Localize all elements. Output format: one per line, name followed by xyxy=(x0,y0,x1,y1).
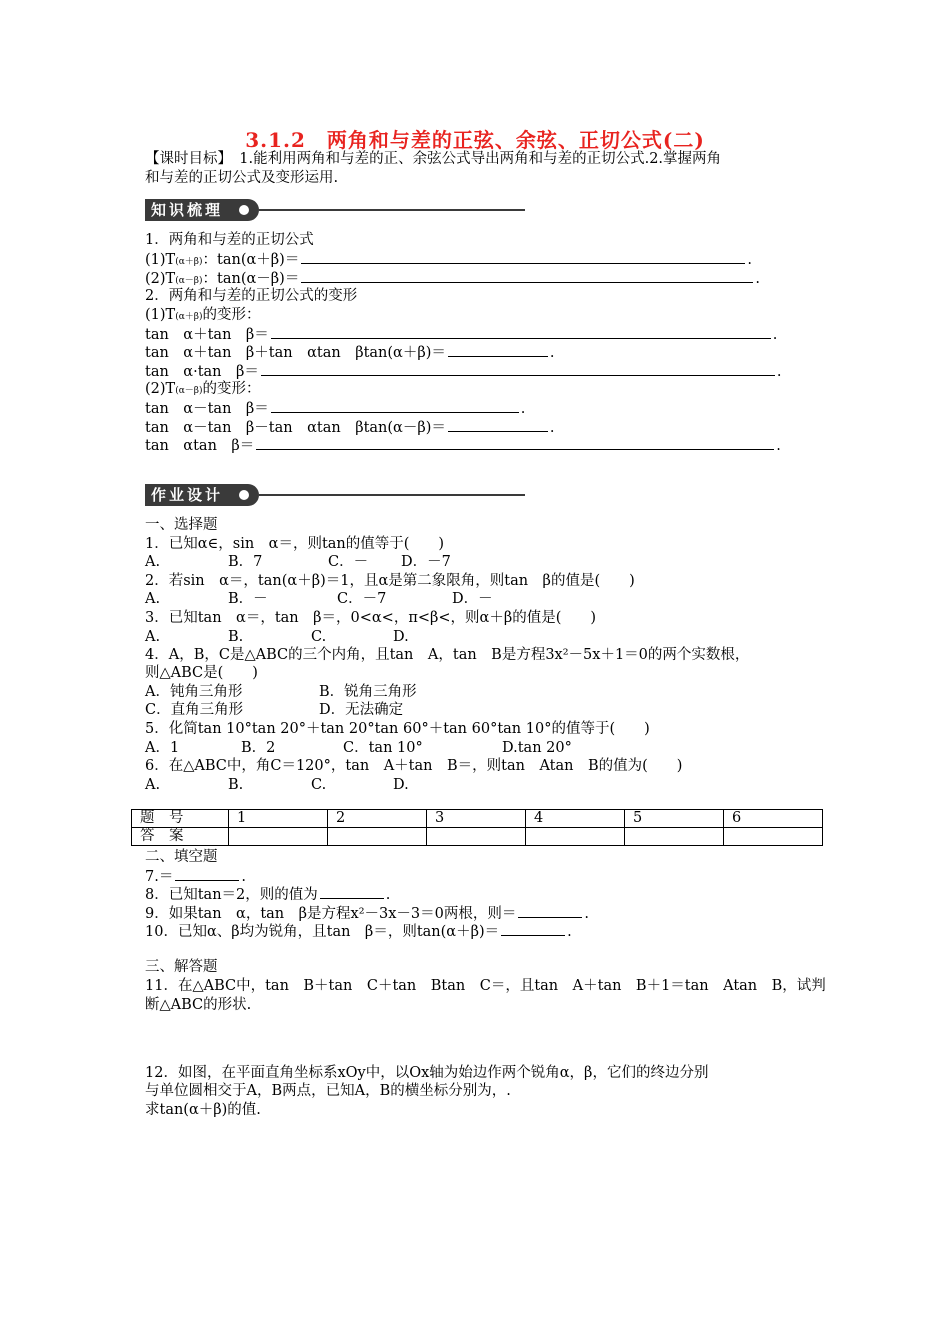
part-heading-solve: 三、解答题 xyxy=(145,959,218,975)
variant-formula-2: tan α＋tan β＋tan αtan βtan(α＋β)＝ . xyxy=(145,345,555,361)
question-2: 2．若sin α＝，tan(α＋β)＝1，且α是第二象限角，则tan β的值是( ) xyxy=(145,573,635,589)
variant-formula-4: tan α－tan β＝ . xyxy=(145,401,526,417)
answer-cell[interactable] xyxy=(427,828,526,846)
section-rule xyxy=(259,209,525,211)
question-3: 3．已知tan α＝，tan β＝，0<α<，π<β<，则α＋β的值是( ) xyxy=(145,610,597,626)
answer-blank[interactable] xyxy=(448,343,548,357)
table-cell: 2 xyxy=(328,810,427,828)
question-9: 9．如果tan α，tan β是方程x²－3x－3＝0两根，则＝ . xyxy=(145,906,589,922)
table-cell: 答 案 xyxy=(132,828,229,846)
question-4-cont: 则△ABC是( ) xyxy=(145,665,258,681)
lesson-goal-line-1: 【课时目标】 1.能利用两角和与差的正、余弦公式导出两角和与差的正切公式.2.掌握两角 xyxy=(145,151,722,167)
answer-blank[interactable] xyxy=(301,250,745,264)
part-heading-fill: 二、填空题 xyxy=(145,849,218,865)
formula-t-diff: (2)T(α－β)：tan(α－β)＝ . xyxy=(145,271,760,287)
page-title: 3.1.2 两角和与差的正弦、余弦、正切公式(二) xyxy=(245,128,705,152)
answer-table xyxy=(131,809,823,846)
table-row xyxy=(132,828,823,846)
answer-blank[interactable] xyxy=(271,325,771,339)
knowledge-heading-2: 2．两角和与差的正切公式的变形 xyxy=(145,288,358,304)
section-label: 知识梳理 xyxy=(145,199,259,221)
table-cell: 4 xyxy=(526,810,625,828)
question-5: 5．化简tan 10°tan 20°＋tan 20°tan 60°＋tan 60°tan 10°的值等于( ) xyxy=(145,721,650,737)
answer-cell[interactable] xyxy=(328,828,427,846)
question-12-cont: 与单位圆相交于A，B两点，已知A，B的横坐标分别为，. xyxy=(145,1083,511,1099)
question-11-cont: 断△ABC的形状. xyxy=(145,997,252,1013)
answer-cell[interactable] xyxy=(724,828,823,846)
table-cell: 5 xyxy=(625,810,724,828)
table-cell: 3 xyxy=(427,810,526,828)
lesson-goal-line-2: 和与差的正切公式及变形运用. xyxy=(145,170,339,186)
document-page: 3.1.2 两角和与差的正弦、余弦、正切公式(二) 【课时目标】 1.能利用两角和与差的正、余弦公式导出两角和与差的正切公式.2.掌握两角 和与差的正切公式及变形运用. 知识梳理 1．两角和与差的正切公式 (1)T(α＋β)：tan(α＋β)＝ . (2)T(α－β)：tan(α－β)＝ . 2．两角和与差的正切公式的变形 (1)T(α＋β)的变形： tan α＋tan β＝ . tan α＋tan β＋tan αtan βtan(α＋β)＝ . tan α·tan β＝ . (2)T(α－β)的变形： tan α－tan β＝ . tan α－tan β－tan αtan βtan(α－β)＝ . tan αtan β＝ . 作业设计 一、选择题 1．已知α∈，sin α＝，则tan的值等于( ) A. B．7 C．－ D．－7 2．若sin α＝，tan(α＋β)＝1，且α是第二象限角，则tan β的值是( ) A. B．－ C．－7 D．－ 3．已知tan α＝，tan β＝，0<α<，π<β<，则α＋β的值是( ) A. B. C. D. 4．A，B，C是△ABC的三个内角，且tan A，tan B是方程3x²－5x＋1＝0的两个实数根， 则△ABC是( ) A．钝角三角形 B．锐角三角形 C．直角三角形 D．无法确定 5．化简tan 10°tan 20°＋tan 20°tan 60°＋tan 60°tan 10°的值等于( ) A．1 B．2 C．tan 10° D.tan 20° 6．在△ABC中，角C＝120°，tan A＋tan B＝，则tan Atan B的值为( ) A. B. C. D. 题 号 1 2 3 4 5 6 答 案 二、填空题 7.＝ . 8．已知tan＝2，则的值为 . 9．如果tan α，tan β是方程x²－3x－3＝0两根，则＝ . 10．已知α、β均为锐角，且tan β＝，则tan(α＋β)＝ . 三、解答题 11．在△ABC中，tan B＋tan C＋tan Btan C＝，且tan A＋tan B＋1＝tan Atan B，试判 断△ABC的形状. 12．如图，在平面直角坐标系xOy中，以Ox轴为始边作两个锐角α，β，它们的终边分别 与单位圆相交于A，B两点，已知A，B的横坐标分别为，. 求tan(α＋β)的值. xyxy=(0,0,950,1344)
section-rule xyxy=(259,494,525,496)
question-12: 12．如图，在平面直角坐标系xOy中，以Ox轴为始边作两个锐角α，β，它们的终边分别 xyxy=(145,1065,709,1081)
bullet-dot-icon xyxy=(239,490,249,500)
answer-blank[interactable] xyxy=(501,922,565,936)
knowledge-heading-1: 1．两角和与差的正切公式 xyxy=(145,232,314,248)
answer-blank[interactable] xyxy=(256,436,774,450)
question-8: 8．已知tan＝2，则的值为 . xyxy=(145,887,391,903)
variant-formula-6: tan αtan β＝ . xyxy=(145,438,781,454)
section-label: 作业设计 xyxy=(145,484,259,506)
question-4: 4．A，B，C是△ABC的三个内角，且tan A，tan B是方程3x²－5x＋1＝0的两个实数根， xyxy=(145,647,750,663)
answer-cell[interactable] xyxy=(229,828,328,846)
question-10: 10．已知α、β均为锐角，且tan β＝，则tan(α＋β)＝ . xyxy=(145,924,572,940)
answer-cell[interactable] xyxy=(625,828,724,846)
table-cell: 题 号 xyxy=(132,810,229,828)
variant-formula-5: tan α－tan β－tan αtan βtan(α－β)＝ . xyxy=(145,420,555,436)
answer-blank[interactable] xyxy=(448,418,548,432)
question-1: 1．已知α∈，sin α＝，则tan的值等于( ) xyxy=(145,536,445,552)
variant-2-heading: (2)T(α－β)的变形： xyxy=(145,381,261,397)
answer-blank[interactable] xyxy=(518,904,582,918)
answer-blank[interactable] xyxy=(320,885,384,899)
question-6: 6．在△ABC中，角C＝120°，tan A＋tan B＝，则tan Atan B的值为( ) xyxy=(145,758,683,774)
table-row xyxy=(132,810,823,828)
answer-blank[interactable] xyxy=(301,269,753,283)
formula-t-sum: (1)T(α＋β)：tan(α＋β)＝ . xyxy=(145,252,752,268)
answer-blank[interactable] xyxy=(261,362,775,376)
answer-blank[interactable] xyxy=(175,867,239,881)
table-cell: 6 xyxy=(724,810,823,828)
answer-cell[interactable] xyxy=(526,828,625,846)
variant-formula-3: tan α·tan β＝ . xyxy=(145,364,782,380)
variant-formula-1: tan α＋tan β＝ . xyxy=(145,327,778,343)
part-heading-choice: 一、选择题 xyxy=(145,517,218,533)
bullet-dot-icon xyxy=(239,205,249,215)
answer-blank[interactable] xyxy=(271,399,519,413)
question-11: 11．在△ABC中，tan B＋tan C＋tan Btan C＝，且tan A＋tan B＋1＝tan Atan B，试判 xyxy=(145,978,826,994)
table-cell: 1 xyxy=(229,810,328,828)
question-7: 7.＝ . xyxy=(145,869,246,885)
question-12-task: 求tan(α＋β)的值. xyxy=(145,1102,261,1118)
variant-1-heading: (1)T(α＋β)的变形： xyxy=(145,307,261,323)
